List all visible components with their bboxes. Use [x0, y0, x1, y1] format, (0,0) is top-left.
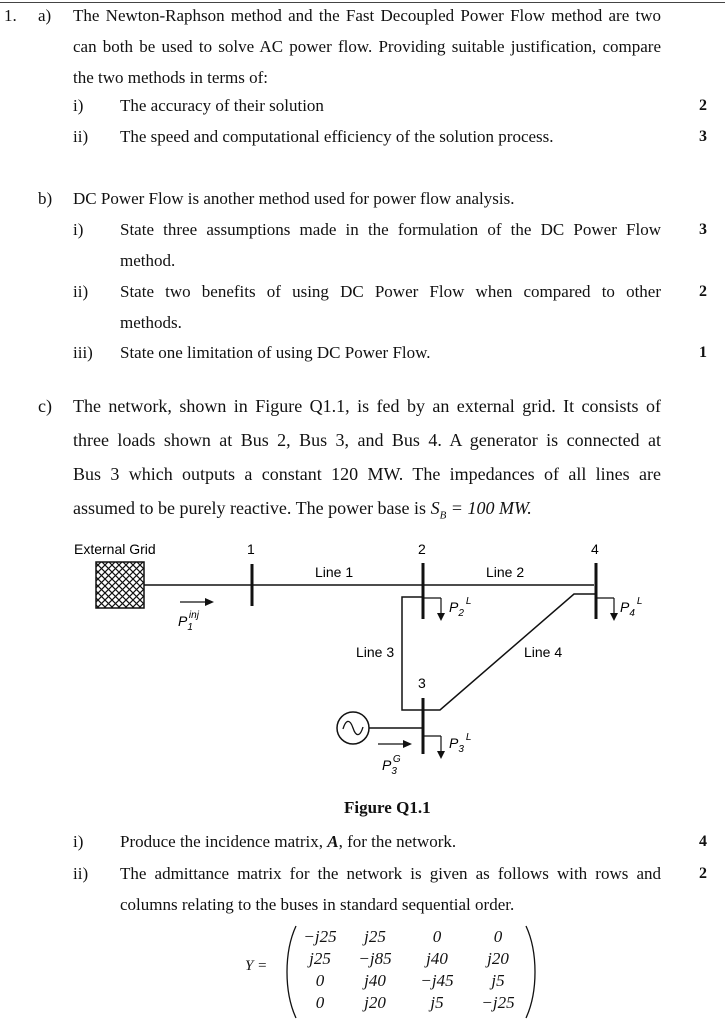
base-power-value: = 100 MW. — [446, 498, 532, 518]
matrix-cell: j40 — [364, 971, 386, 990]
part-a-item-text: The accuracy of their solution — [120, 96, 324, 115]
p3g-subscript: 3 — [391, 766, 397, 777]
p1-inj-arrowhead — [205, 598, 214, 606]
bus-4-label: 4 — [591, 541, 599, 557]
marks-badge: 3 — [699, 128, 707, 145]
part-b-item-text: State one limitation of using DC Power Flow. — [120, 343, 431, 362]
part-c-line-4-text: assumed to be purely reactive. The power base is — [73, 498, 431, 518]
part-b-intro: DC Power Flow is another method used for power flow analysis. — [73, 189, 515, 208]
matrix-cell: j5 — [491, 971, 505, 990]
line-3 — [402, 597, 423, 710]
p4-subscript: 4 — [629, 608, 635, 619]
part-c-item-text-post: , for the network. — [338, 832, 457, 851]
matrix-cell: 0 — [493, 927, 503, 946]
part-c-line-1: The network, shown in Figure Q1.1, is fed by an external grid. It consists of — [73, 396, 661, 416]
part-a-line-3: the two methods in terms of: — [73, 68, 269, 87]
marks-badge: 2 — [699, 283, 707, 300]
p2-load-label — [449, 596, 471, 619]
part-a-label: a) — [38, 6, 52, 25]
part-c-item-num: i) — [73, 832, 84, 851]
bus-3-label: 3 — [418, 675, 426, 691]
matrix-cell: −j45 — [420, 971, 454, 990]
part-c-item-text: The admittance matrix for the network is given as follows with rows and — [120, 864, 661, 883]
marks-badge: 2 — [699, 865, 707, 882]
network-diagram — [0, 530, 725, 790]
p1-superscript: inj — [188, 610, 199, 621]
p2-subscript: 2 — [458, 608, 464, 619]
line-4-label: Line 4 — [524, 644, 563, 660]
part-b-item-num: iii) — [73, 343, 93, 362]
matrix-label: Y = — [245, 958, 268, 974]
part-c-item-text — [120, 832, 456, 852]
part-b-item-text-cont: method. — [120, 251, 176, 270]
p4-load-arrowhead — [610, 613, 618, 621]
matrix-cell: −j25 — [303, 927, 337, 946]
p3-load-arrowhead — [437, 751, 445, 759]
generator-sine — [343, 721, 363, 734]
p3l-subscript: 3 — [458, 744, 464, 755]
part-b-label: b) — [38, 189, 53, 208]
part-c-label: c) — [38, 396, 52, 416]
part-b-item-text: State two benefits of using DC Power Flow when compared to other — [120, 282, 661, 301]
p3g-symbol: P — [382, 757, 392, 773]
matrix-cell: j20 — [487, 949, 509, 968]
matrix-cell: −j85 — [358, 949, 392, 968]
figure-caption: Figure Q1.1 — [344, 798, 431, 817]
p3-gen-arrowhead — [403, 740, 412, 748]
p1-inj-label — [178, 610, 200, 633]
line-1-label: Line 1 — [315, 564, 354, 580]
p3l-superscript: L — [465, 732, 472, 743]
line-3-label: Line 3 — [356, 644, 395, 660]
matrix-cell: j40 — [426, 949, 448, 968]
bus-2-label: 2 — [418, 541, 426, 557]
matrix-cell: j25 — [364, 927, 386, 946]
part-b-item-text: State three assumptions made in the formulation of the DC Power Flow — [120, 220, 661, 239]
top-rule — [0, 2, 725, 3]
line-2-label: Line 2 — [486, 564, 525, 580]
marks-badge: 2 — [699, 97, 707, 114]
part-a-item-text: The speed and computational efficiency of the solution process. — [120, 127, 554, 146]
part-b-item-text-cont: methods. — [120, 313, 182, 332]
part-b-item-num: ii) — [73, 282, 89, 301]
part-c-item-text-cont: columns relating to the buses in standard sequential order. — [120, 895, 515, 914]
p3l-symbol: P — [449, 735, 459, 751]
p3g-superscript: G — [392, 754, 401, 765]
part-c-item-text-pre: Produce the incidence matrix, — [120, 832, 328, 851]
p2-symbol: P — [449, 599, 459, 615]
p3-load-label — [449, 732, 471, 755]
matrix-cell: −j25 — [481, 993, 515, 1012]
part-c-line-4 — [73, 498, 532, 526]
p3-gen-label — [382, 754, 401, 777]
p2-superscript: L — [465, 596, 472, 607]
part-c-line-2: three loads shown at Bus 2, Bus 3, and Bus 4. A generator is connected at — [73, 430, 661, 450]
part-c-item-num: ii) — [73, 864, 89, 883]
bus-1-label: 1 — [247, 541, 255, 557]
p4-superscript: L — [636, 596, 643, 607]
matrix-cell: 0 — [432, 927, 442, 946]
external-grid-symbol — [96, 562, 144, 608]
marks-badge: 3 — [699, 221, 707, 238]
part-c-line-3: Bus 3 which outputs a constant 120 MW. The impedances of all lines are — [73, 464, 661, 484]
part-a-item-num: i) — [73, 96, 84, 115]
base-power-symbol: S — [430, 498, 440, 518]
p4-symbol: P — [620, 599, 630, 615]
marks-badge: 1 — [699, 344, 707, 361]
p2-load-arrowhead — [437, 613, 445, 621]
p1-subscript: 1 — [187, 622, 193, 633]
matrix-cell: 0 — [315, 993, 325, 1012]
p1-symbol: P — [178, 613, 188, 629]
external-grid-label: External Grid — [74, 541, 156, 557]
part-a-item-num: ii) — [73, 127, 89, 146]
matrix-cell: j5 — [430, 993, 444, 1012]
incidence-matrix-symbol: A — [327, 832, 339, 851]
part-a-line-2: can both be used to solve AC power flow. Providing suitable justification, compare — [73, 37, 661, 56]
matrix-cell: 0 — [315, 971, 325, 990]
base-power-subscript: B — [439, 509, 447, 522]
p4-load-label — [620, 596, 642, 619]
part-b-item-num: i) — [73, 220, 84, 239]
matrix-cell: j20 — [364, 993, 386, 1012]
marks-badge: 4 — [699, 833, 707, 850]
part-a-line-1: The Newton-Raphson method and the Fast Decoupled Power Flow method are two — [73, 6, 661, 25]
matrix-cell: j25 — [309, 949, 331, 968]
question-number: 1. — [4, 6, 17, 25]
